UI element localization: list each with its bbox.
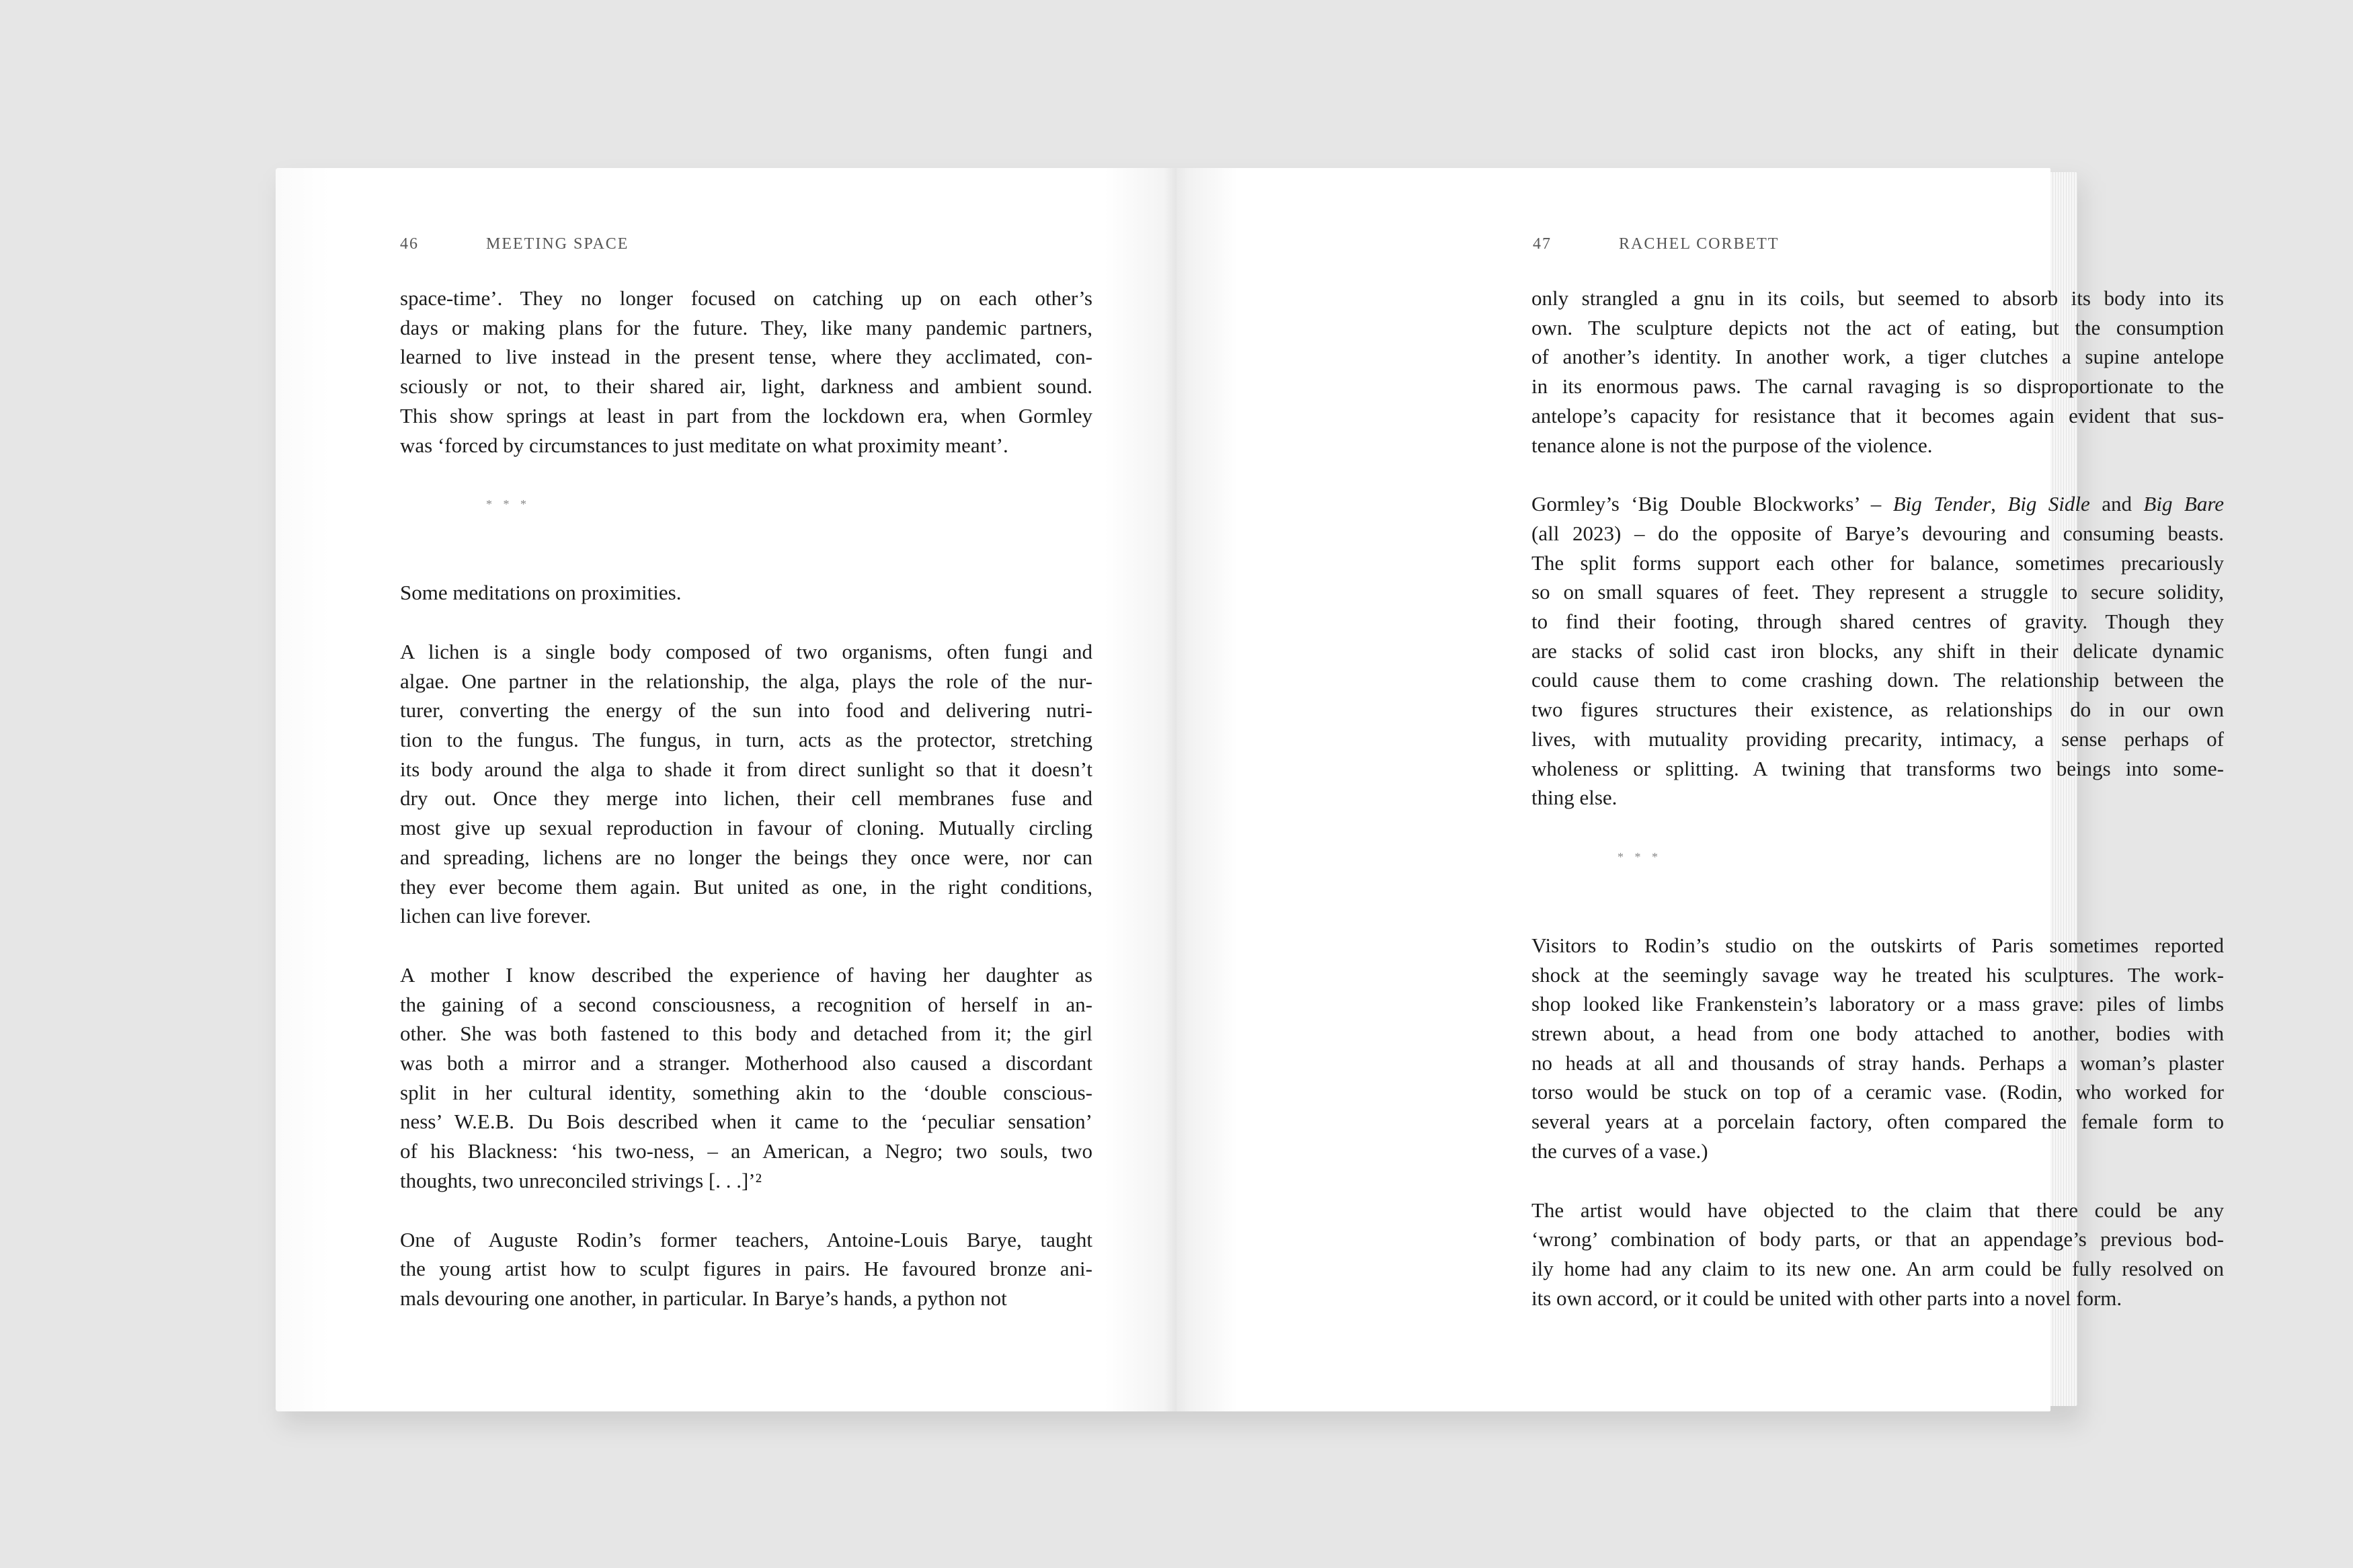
text-line: was both a mirror and a stranger. Motherhood also caused a discordant (400, 1051, 1092, 1075)
text-line: the curves of a vase.) (1531, 1139, 1708, 1163)
left-page-number: 46 (400, 235, 419, 253)
text-line: was ‘forced by circumstances to just meditate on what proximity meant’. (400, 433, 1008, 457)
text-line (1531, 489, 2224, 519)
text-line: This show springs at least in part from the lockdown era, when Gormley (400, 403, 1092, 427)
text-line: they ever become them again. But united as one, in the right conditions, (400, 874, 1092, 899)
text-line: A lichen is a single body composed of two organisms, often fungi and (400, 639, 1092, 663)
text-line: learned to live instead in the present tense, where they acclimated, con- (400, 345, 1092, 369)
text-line: its body around the alga to shade it from direct sunlight so that it doesn’t (400, 757, 1092, 781)
right-running-title: RACHEL CORBETT (1619, 235, 1780, 253)
text-line: mals devouring one another, in particular. In Barye’s hands, a python not (400, 1286, 1007, 1310)
text-line: space-time’. They no longer focused on catching up on each other’s (400, 286, 1092, 310)
text-line: thoughts, two unreconciled strivings [. . .]’² (400, 1168, 762, 1192)
text-line: other. She was both fastened to this body and detached from it; the girl (400, 1022, 1092, 1046)
text-line: several years at a porcelain factory, often compared the female form to (1531, 1110, 2224, 1134)
text-fragment: , (1991, 492, 2008, 516)
right-page-number: 47 (1533, 235, 1552, 253)
text-line: thing else. (1531, 786, 1618, 810)
left-page-body (400, 284, 1092, 1313)
text-fragment: and (2089, 492, 2144, 516)
paragraph (1531, 489, 2224, 813)
text-line: Visitors to Rodin’s studio on the outskirts of Paris sometimes reported (1531, 933, 2224, 957)
text-line: two figures structures their existence, as relationships do in our own (1531, 698, 2224, 722)
text-line: strewn about, a head from one body attached to another, bodies with (1531, 1022, 2224, 1046)
text-line: turer, converting the energy of the sun into food and delivering nutri- (400, 698, 1092, 723)
text-line: the gaining of a second consciousness, a recognition of herself in an- (400, 992, 1092, 1016)
paragraph (1531, 931, 2224, 1166)
text-line: no heads at all and thousands of stray hands. Perhaps a woman’s plaster (1531, 1050, 2224, 1075)
text-line: sciously or not, to their shared air, light, darkness and ambient sound. (400, 374, 1092, 399)
text-line: shock at the seemingly savage way he treated his sculptures. The work- (1531, 962, 2224, 987)
book-gutter (1164, 168, 1189, 1411)
right-running-head (1533, 235, 1779, 253)
text-line: ily home had any claim to its new one. An arm could be fully resolved on (1531, 1256, 2224, 1280)
paragraph (400, 960, 1092, 1196)
text-line: (all 2023) – do the opposite of Barye’s devouring and consuming beasts. (1531, 521, 2224, 545)
text-line: of his Blackness: ‘his two-ness, – an American, a Negro; two souls, two (400, 1139, 1092, 1163)
text-line: lives, with mutuality providing precarity, intimacy, a sense perhaps of (1531, 727, 2224, 751)
italic-title: Big Tender (1892, 492, 1991, 516)
text-line: could cause them to come crashing down. The relationship between the (1531, 668, 2224, 692)
text-line: algae. One partner in the relationship, the alga, plays the role of the nur- (400, 669, 1092, 693)
paragraph (400, 637, 1092, 931)
text-line: its own accord, or it could be united with other parts into a novel form. (1531, 1286, 2122, 1310)
right-page (1176, 168, 2224, 1411)
section-break-stars: * * * (1618, 850, 1662, 864)
text-line: days or making plans for the future. They, like many pandemic partners, (400, 315, 1092, 339)
open-book (276, 168, 2224, 1411)
text-line: One of Auguste Rodin’s former teachers, Antoine-Louis Barye, taught (400, 1227, 1092, 1251)
text-line: antelope’s capacity for resistance that it becomes again evident that sus- (1531, 403, 2224, 427)
text-line: of another’s identity. In another work, a tiger clutches a supine antelope (1531, 345, 2224, 369)
text-line: The artist would have objected to the claim that there could be any (1531, 1198, 2224, 1222)
text-line: A mother I know described the experience of having her daughter as (400, 962, 1092, 987)
text-line: only strangled a gnu in its coils, but seemed to absorb its body into its (1531, 286, 2224, 310)
paragraph (1531, 1196, 2224, 1313)
text-line: so on small squares of feet. They represent a struggle to secure solidity, (1531, 580, 2224, 604)
text-line: in its enormous paws. The carnal ravaging is so disproportionate to the (1531, 374, 2224, 399)
text-line: to find their footing, through shared centres of gravity. Though they (1531, 610, 2224, 634)
left-running-head (400, 235, 629, 253)
text-line: wholeness or splitting. A twining that transforms two beings into some- (1531, 756, 2224, 780)
right-page-body (1531, 284, 2224, 1313)
italic-title: Big Bare (2143, 492, 2224, 516)
text-line: dry out. Once they merge into lichen, their cell membranes fuse and (400, 786, 1092, 811)
text-line: ness’ W.E.B. Du Bois described when it came to the ‘peculiar sensation’ (400, 1110, 1092, 1134)
text-fragment: Gormley’s ‘Big Double Blockworks’ – (1531, 492, 1893, 516)
paragraph (1531, 284, 2224, 460)
section-break-stars: * * * (486, 497, 530, 511)
text-line: shop looked like Frankenstein’s laboratory or a mass grave: piles of limbs (1531, 992, 2224, 1016)
text-line: Some meditations on proximities. (400, 581, 682, 605)
text-line: tion to the fungus. The fungus, in turn, acts as the protector, stretching (400, 728, 1092, 752)
paragraph (400, 284, 1092, 460)
text-line: own. The sculpture depicts not the act of eating, but the consumption (1531, 315, 2224, 339)
text-line: most give up sexual reproduction in favour of cloning. Mutually circling (400, 816, 1092, 840)
text-line: ‘wrong’ combination of body parts, or that an appendage’s previous bod- (1531, 1227, 2224, 1251)
italic-title: Big Sidle (2007, 492, 2090, 516)
left-page (276, 168, 1176, 1411)
text-line: torso would be stuck on top of a ceramic vase. (Rodin, who worked for (1531, 1080, 2224, 1104)
text-line: are stacks of solid cast iron blocks, any shift in their delicate dynamic (1531, 638, 2224, 663)
left-running-title: MEETING SPACE (486, 235, 629, 253)
paragraph (400, 1225, 1092, 1313)
text-line: lichen can live forever. (400, 904, 592, 928)
text-line: tenance alone is not the purpose of the violence. (1531, 433, 1933, 457)
text-line: the young artist how to sculpt figures in pairs. He favoured bronze ani- (400, 1257, 1092, 1281)
text-line: The split forms support each other for balance, sometimes precariously (1531, 550, 2224, 575)
text-line: and spreading, lichens are no longer the beings they once were, nor can (400, 845, 1092, 869)
paragraph (400, 578, 1092, 608)
text-line: split in her cultural identity, something akin to the ‘double conscious- (400, 1080, 1092, 1104)
